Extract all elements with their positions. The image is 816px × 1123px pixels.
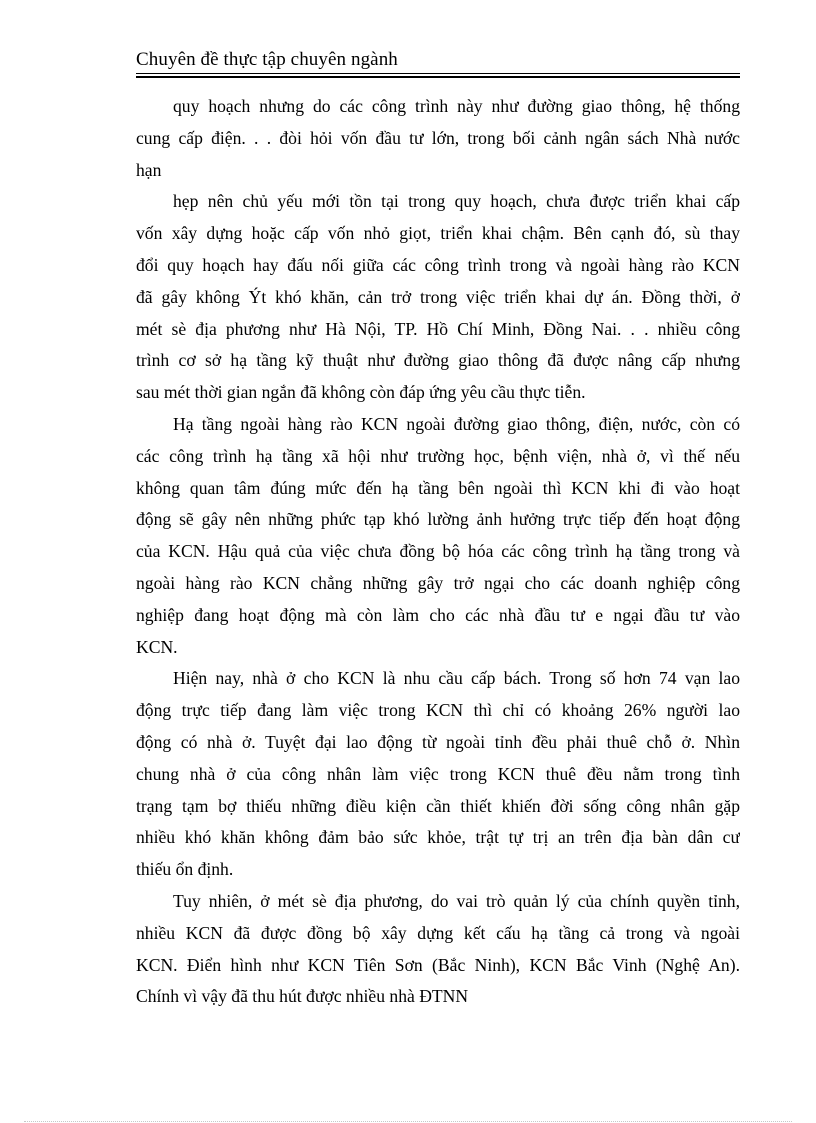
text-line: động sẽ gây nên những phức tạp khó lường ảnh hưởng trực tiếp đến hoạt động — [136, 509, 740, 530]
header-title: Chuyên đề thực tập chuyên ngành — [136, 49, 398, 70]
text-line: nhiều khó khăn không đảm bảo sức khỏe, trật tự trị an trên địa bàn dân cư — [136, 827, 740, 848]
text-line: Tuy nhiên, ở mét sè địa phương, do vai trò quản lý của chính quyền tỉnh, — [173, 890, 740, 911]
header-rule-thin — [136, 73, 740, 74]
text-line: KCN. Điển hình như KCN Tiên Sơn (Bắc Ninh), KCN Bắc Vinh (Nghệ An). — [136, 954, 740, 975]
document-body — [136, 91, 740, 1013]
text-line: trình cơ sở hạ tầng kỹ thuật như đường giao thông đã được nâng cấp nhưng — [136, 350, 740, 371]
text-line: ngoài hàng rào KCN chẳng những gây trở ngại cho các doanh nghiệp công — [136, 572, 740, 593]
text-line: các công trình hạ tầng xã hội như trường học, bệnh viện, nhà ở, vì thế nếu — [136, 445, 740, 466]
text-line: nghiệp đang hoạt động mà còn làm cho các nhà đầu tư e ngại đầu tư vào — [136, 604, 740, 625]
page-bottom-border — [24, 1121, 792, 1122]
text-line: nhiều KCN đã được đồng bộ xây dựng kết cấu hạ tầng cả trong và ngoài — [136, 922, 740, 943]
text-line: mét sè địa phương như Hà Nội, TP. Hồ Chí Minh, Đồng Nai. . . nhiều công — [136, 318, 740, 339]
text-line: của KCN. Hậu quả của việc chưa đồng bộ hóa các công trình hạ tầng trong và — [136, 541, 740, 562]
text-line: trạng tạm bợ thiếu những điều kiện cần thiết khiến đời sống công nhân gặp — [136, 795, 740, 816]
text-line: hẹp nên chủ yếu mới tồn tại trong quy hoạch, chưa được triển khai cấp — [173, 191, 740, 212]
text-line: Chính vì vậy đã thu hút được nhiều nhà ĐTNN — [136, 986, 469, 1007]
text-line: quy hoạch nhưng do các công trình này như đường giao thông, hệ thống — [173, 96, 740, 116]
text-line: Hiện nay, nhà ở cho KCN là nhu cầu cấp bách. Trong số hơn 74 vạn lao — [173, 668, 740, 689]
text-line: thiếu ổn định. — [136, 859, 234, 880]
text-line: động có nhà ở. Tuyệt đại lao động từ ngoài tỉnh đều phải thuê chỗ ở. Nhìn — [136, 731, 740, 752]
text-line: đã gây không Ýt khó khăn, cản trở trong việc triển khai dự án. Đồng thời, ở — [136, 286, 740, 307]
text-line: KCN. — [136, 636, 178, 657]
header-rule-thick — [136, 76, 740, 78]
text-line: cung cấp điện. . . đòi hỏi vốn đầu tư lớn, trong bối cảnh ngân sách Nhà nước — [136, 127, 740, 148]
text-line: không quan tâm đúng mức đến hạ tầng bên ngoài thì KCN khi đi vào hoạt — [136, 477, 740, 498]
page-header — [136, 48, 740, 78]
text-line: vốn xây dựng hoặc cấp vốn nhỏ giọt, triển khai chậm. Bên cạnh đó, sù thay — [136, 223, 740, 244]
text-line: hạn — [136, 159, 162, 180]
text-line: sau mét thời gian ngắn đã không còn đáp ứng yêu cầu thực tiễn. — [136, 382, 586, 403]
text-line: chung nhà ở của công nhân làm việc trong KCN thuê đều nằm trong tình — [136, 763, 740, 784]
text-line: đổi quy hoạch hay đấu nối giữa các công trình trong và ngoài hàng rào KCN — [136, 254, 740, 275]
text-line: Hạ tầng ngoài hàng rào KCN ngoài đường giao thông, điện, nước, còn có — [173, 413, 740, 434]
text-line: động trực tiếp đang làm việc trong KCN thì chỉ có khoảng 26% người lao — [136, 700, 740, 721]
